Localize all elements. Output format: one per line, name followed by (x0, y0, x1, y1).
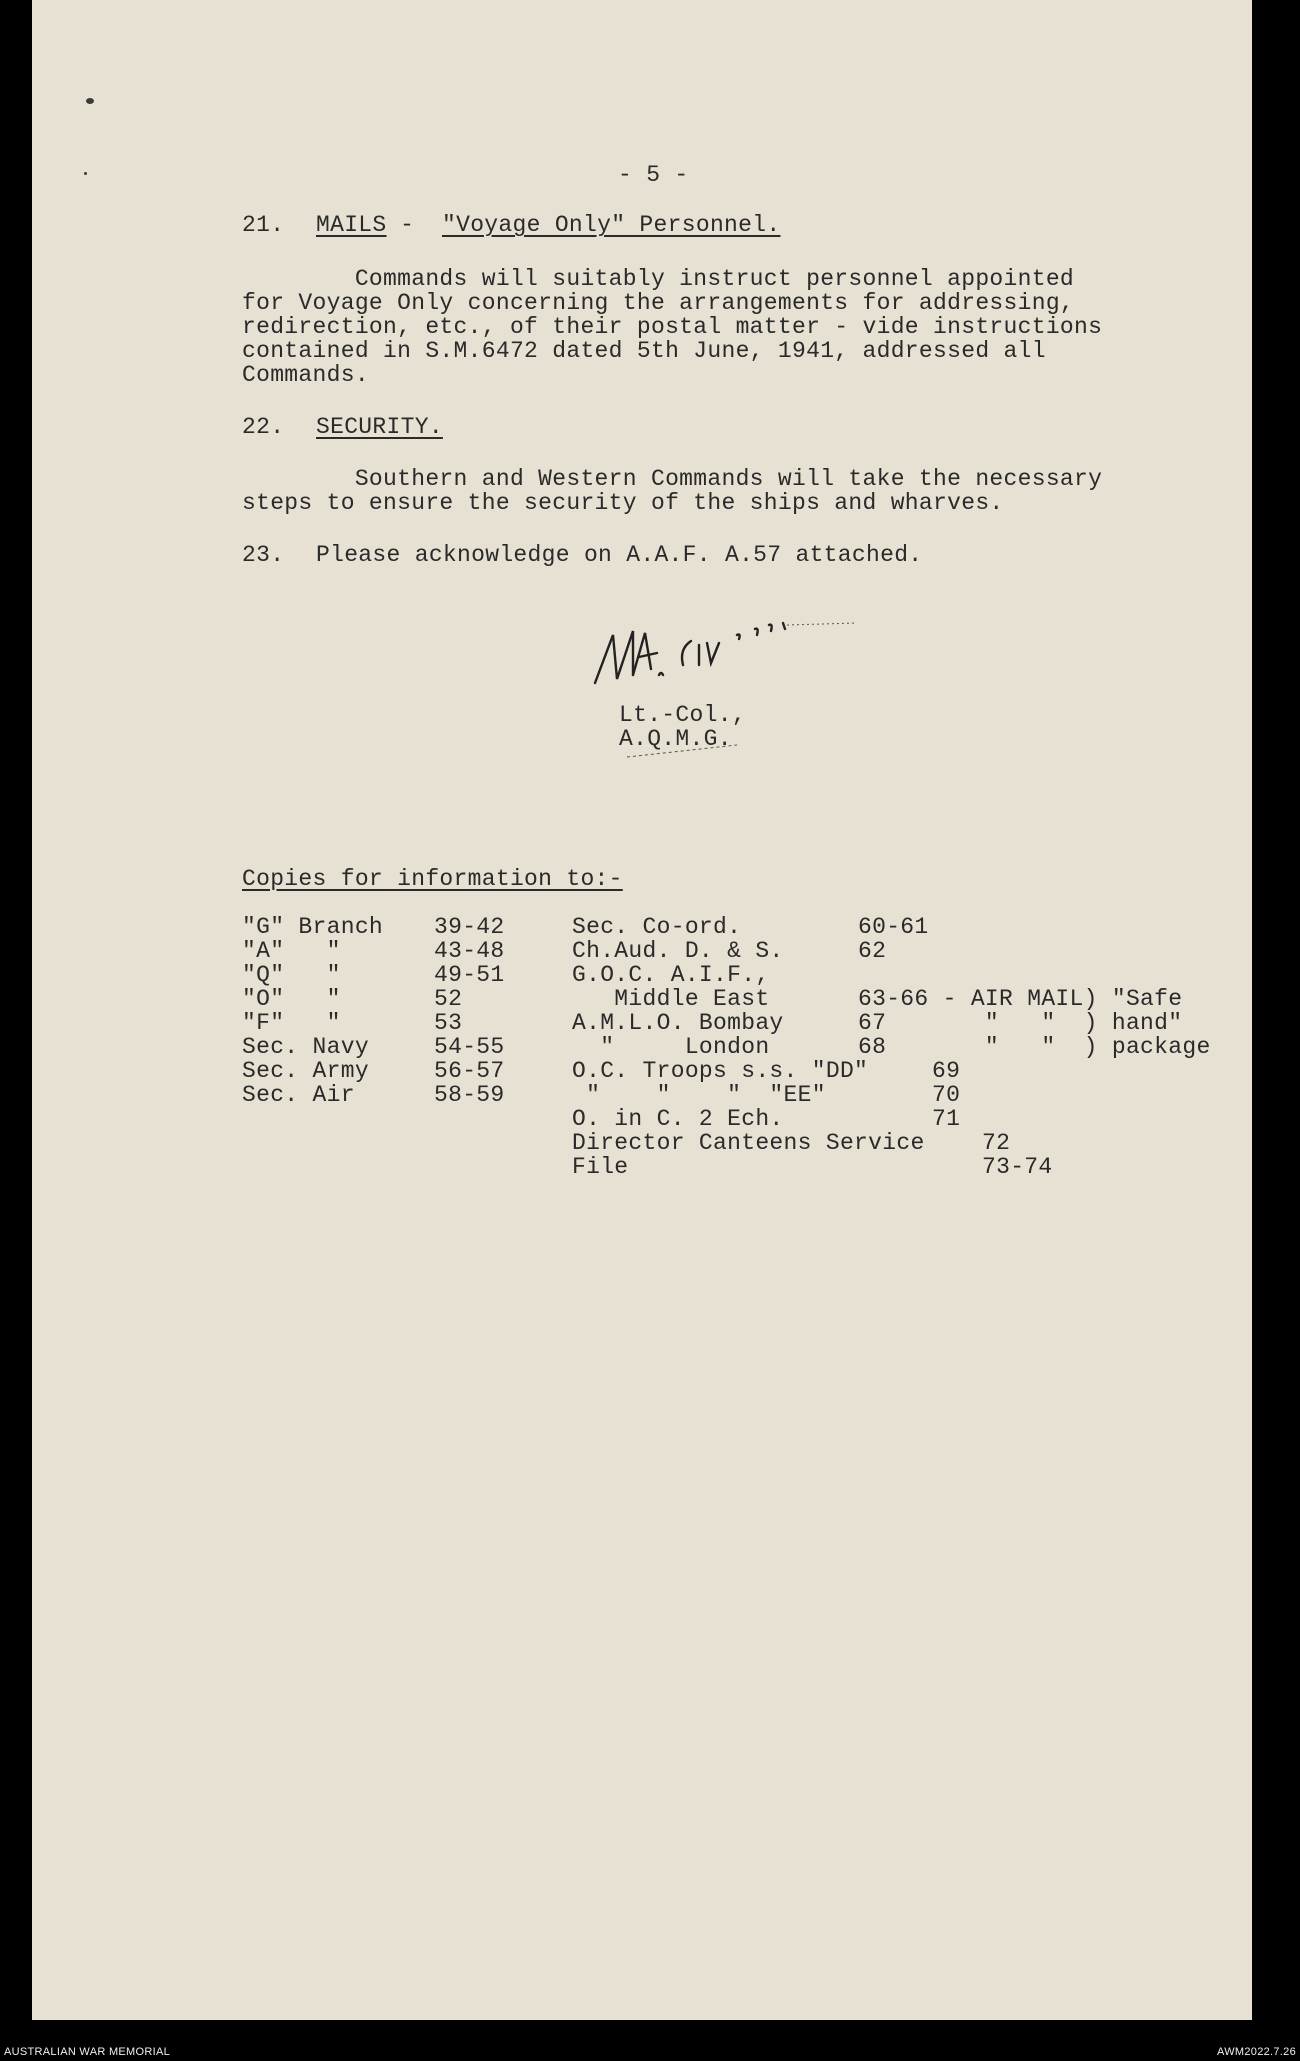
copies-left-name: "F" " (242, 1010, 341, 1036)
copies-left-name: Sec. Air (242, 1082, 355, 1108)
copies-right-nums: 68 " " ) package (858, 1034, 1211, 1060)
section-22-title: SECURITY. (316, 414, 443, 440)
copies-left-name: Sec. Navy (242, 1034, 369, 1060)
copies-left-nums: 56-57 (434, 1058, 505, 1084)
copies-left-nums: 52 (434, 986, 463, 1012)
copies-right-nums: 63-66 - AIR MAIL) "Safe (858, 986, 1183, 1012)
copies-left-nums: 54-55 (434, 1034, 505, 1060)
copies-right-name: O.C. Troops s.s. "DD" (572, 1058, 869, 1084)
copies-right-name: Sec. Co-ord. (572, 914, 742, 940)
signature-appointment: A.Q.M.G. (619, 726, 732, 752)
section-21-line: redirection, etc., of their postal matter - vide instructions (242, 314, 1103, 340)
copies-right-name: " London (572, 1034, 770, 1060)
copies-right-name: " " " "EE" (572, 1082, 826, 1108)
copies-left-nums: 49-51 (434, 962, 505, 988)
page-number: - 5 - (618, 162, 689, 188)
section-22-line: Southern and Western Commands will take the necessary (242, 466, 1103, 492)
document-page (32, 0, 1252, 2020)
section-21-line: contained in S.M.6472 dated 5th June, 1941, addressed all (242, 338, 1046, 364)
copies-left-name: "Q" " (242, 962, 341, 988)
copies-left-name: Sec. Army (242, 1058, 369, 1084)
copies-left-name: "A" " (242, 938, 341, 964)
copies-right-name: G.O.C. A.I.F., (572, 962, 770, 988)
section-21-title-sep: - (386, 212, 429, 238)
copies-right-nums: 71 (932, 1106, 961, 1132)
footer-archive-name: AUSTRALIAN WAR MEMORIAL (4, 2046, 171, 2058)
copies-right-name: Middle East (572, 986, 770, 1012)
copies-heading: Copies for information to:- (242, 866, 623, 892)
copies-left-nums: 58-59 (434, 1082, 505, 1108)
section-21-line: for Voyage Only concerning the arrangements for addressing, (242, 290, 1075, 316)
copies-left-name: "O" " (242, 986, 341, 1012)
section-21-title-mails: MAILS (316, 212, 387, 238)
paper-blemish (84, 172, 87, 175)
section-21-number: 21. (242, 212, 285, 238)
copies-right-name: A.M.L.O. Bombay (572, 1010, 784, 1036)
section-22-line: steps to ensure the security of the ships and wharves. (242, 490, 1004, 516)
copies-right-name: Ch.Aud. D. & S. (572, 938, 784, 964)
copies-right-nums: 62 (858, 938, 887, 964)
copies-right-nums: 67 " " ) hand" (858, 1010, 1183, 1036)
copies-right-name: File (572, 1154, 629, 1180)
copies-right-name: O. in C. 2 Ech. (572, 1106, 784, 1132)
copies-right-name: Director Canteens Service (572, 1130, 925, 1156)
footer-accession-number: AWM2022.7.26 (1216, 2046, 1296, 2058)
copies-right-nums: 72 (982, 1130, 1011, 1156)
copies-left-nums: 43-48 (434, 938, 505, 964)
copies-left-nums: 53 (434, 1010, 463, 1036)
copies-right-nums: 73-74 (982, 1154, 1053, 1180)
copies-left-name: "G" Branch (242, 914, 384, 940)
section-21-title-voyage: "Voyage Only" Personnel. (442, 212, 781, 238)
copies-left-nums: 39-42 (434, 914, 505, 940)
signature-rank: Lt.-Col., (619, 702, 746, 728)
paper-blemish (86, 98, 94, 104)
section-22-number: 22. (242, 414, 285, 440)
section-21-line: Commands. (242, 362, 369, 388)
copies-right-nums: 69 (932, 1058, 961, 1084)
section-23-number: 23. (242, 542, 285, 568)
section-21-line: Commands will suitably instruct personnel appointed (242, 266, 1075, 292)
copies-right-nums: 60-61 (858, 914, 929, 940)
copies-right-nums: 70 (932, 1082, 961, 1108)
section-23-text: Please acknowledge on A.A.F. A.57 attached. (316, 542, 923, 568)
